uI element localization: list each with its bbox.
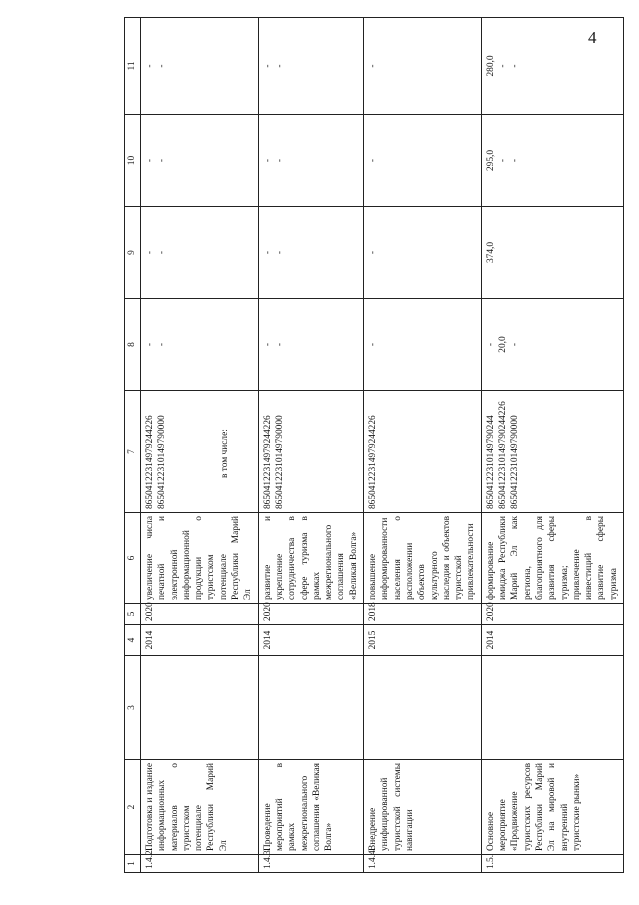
col3-cell: [258, 656, 363, 760]
value: -: [145, 64, 155, 68]
table-row: [258, 18, 363, 873]
value: -: [157, 64, 168, 68]
start-year: 2015: [364, 625, 482, 656]
value: -: [368, 342, 379, 347]
header-cell: 6: [125, 513, 141, 604]
row-number: 1.5.: [481, 855, 623, 873]
col3-cell: [141, 656, 259, 760]
col3-cell: [364, 656, 482, 760]
value: -: [262, 342, 273, 347]
value: 295,0: [485, 149, 496, 172]
value: -: [262, 250, 273, 255]
header-cell: 11: [125, 18, 141, 115]
value: -: [510, 64, 521, 68]
footer-note: в том числе:: [220, 429, 230, 478]
budget-code: 86504122310149790244226: [498, 401, 509, 509]
value: -: [368, 250, 379, 255]
value-col8: [258, 299, 363, 391]
value: -: [368, 158, 379, 163]
value: -: [145, 158, 155, 163]
budget-code: 86504122310149790000: [157, 415, 168, 509]
value-col9: [481, 207, 623, 299]
budget-code: 86504122314979244226: [262, 415, 273, 509]
col3-cell: [481, 656, 623, 760]
table-row: [481, 18, 623, 873]
page-number: 4: [588, 28, 597, 47]
value-col9: [141, 207, 259, 299]
end-year: 2020: [258, 604, 363, 625]
value: -: [510, 158, 521, 163]
header-cell: 3: [125, 656, 141, 760]
value: 20,0: [498, 336, 509, 353]
value: 280,0: [485, 55, 496, 77]
start-year: 2014: [481, 625, 623, 656]
value-col8: [481, 299, 623, 391]
expected-result: повышение информированности населения о расположении объектов культурного наследия и объектов туристской привлекательности: [364, 513, 482, 604]
value: -: [498, 158, 509, 163]
budget-codes: [258, 391, 363, 513]
header-cell: 9: [125, 207, 141, 299]
value: -: [274, 64, 285, 68]
value: -: [145, 342, 155, 347]
value-col9: [364, 207, 482, 299]
expected-result: увеличение числа печатной и электронной информационной продукции о туристском потенциале Республики Марий Эл: [141, 513, 259, 604]
value: -: [274, 158, 285, 163]
value-col11: [141, 18, 259, 115]
value-col8: [364, 299, 482, 391]
start-year: 2014: [258, 625, 363, 656]
value-col10: [364, 115, 482, 207]
budget-codes: [364, 391, 482, 513]
value: -: [262, 158, 273, 163]
value-col10: [141, 115, 259, 207]
event-name: Основное мероприятие «Продвижение туристских ресурсов Республики Марий Эл на мировой и внутренний туристские рынки»: [481, 760, 623, 855]
event-name: Подготовка и издание информационных материалов о туристском потенциале Республики Марий Эл: [141, 760, 259, 855]
budget-code: 86504122310149790244: [485, 415, 496, 509]
rotated-table-wrapper: [124, 18, 624, 873]
budget-code: 86504122314979244226: [368, 415, 379, 509]
value: -: [274, 342, 285, 347]
event-name: Внедрение унифицированной туристской системы навигации: [364, 760, 482, 855]
value: -: [145, 250, 155, 255]
value-col10: [481, 115, 623, 207]
end-year: 2020: [141, 604, 259, 625]
value: -: [498, 64, 509, 68]
row-number: 1.4.4.: [364, 855, 482, 873]
expected-result: развитие и укрепление сотрудничества в сфере туризма в рамках межрегионального соглашения «Великая Волга»: [258, 513, 363, 604]
value-col11: [258, 18, 363, 115]
header-row: [125, 18, 141, 873]
value: -: [274, 250, 285, 255]
budget-code: 86504122314979244226: [145, 415, 155, 509]
value: 374,0: [485, 241, 496, 264]
value: -: [485, 342, 496, 347]
value: -: [262, 64, 273, 68]
value: -: [368, 64, 379, 68]
budget-code: 86504122310149790000: [510, 415, 521, 509]
value-col10: [258, 115, 363, 207]
end-year: 2020: [481, 604, 623, 625]
header-cell: 10: [125, 115, 141, 207]
table-row: [364, 18, 482, 873]
value: -: [157, 158, 168, 163]
value: -: [157, 250, 168, 255]
header-cell: 5: [125, 604, 141, 625]
header-cell: 7: [125, 391, 141, 513]
row-number: 1.4.3.: [258, 855, 363, 873]
row-number: 1.4.2.: [141, 855, 259, 873]
value-col11: [364, 18, 482, 115]
budget-codes: [141, 391, 259, 513]
value-col8: [141, 299, 259, 391]
start-year: 2014: [141, 625, 259, 656]
value: -: [510, 342, 521, 347]
header-cell: 8: [125, 299, 141, 391]
table-row: [141, 18, 259, 873]
end-year: 2018: [364, 604, 482, 625]
value-col11: [481, 18, 623, 115]
header-cell: 4: [125, 625, 141, 656]
event-name: Проведение мероприятий в рамках межрегионального соглашения «Великая Волга»: [258, 760, 363, 855]
value-col9: [258, 207, 363, 299]
expected-result: формирование имиджа Республики Марий Эл как региона, благоприятного для развития сферы туризма; привлечение инвестиций в развитие сферы туризма: [481, 513, 623, 604]
budget-codes: [481, 391, 623, 513]
header-cell: 2: [125, 760, 141, 855]
budget-code: 86504122310149790000: [274, 415, 285, 509]
value: -: [157, 342, 168, 347]
program-table: [124, 17, 624, 873]
header-cell: 1: [125, 855, 141, 873]
